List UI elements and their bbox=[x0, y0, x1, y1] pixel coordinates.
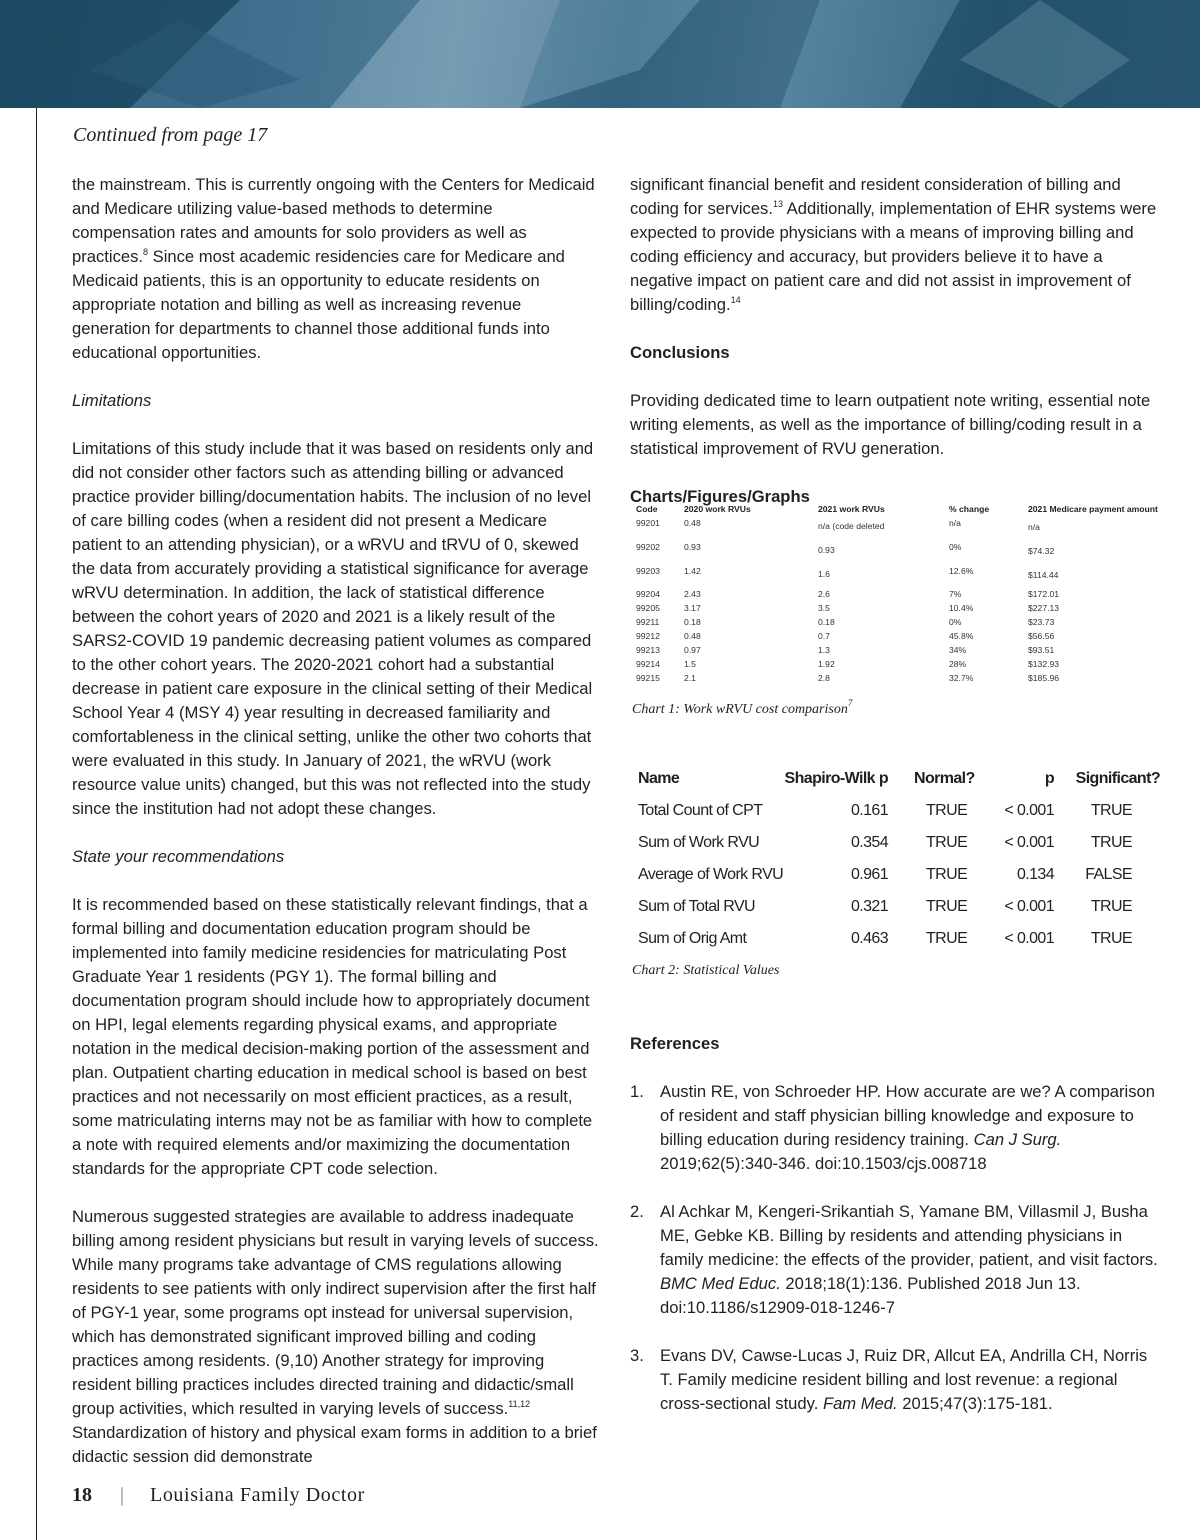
chart2-cell: 0.321 bbox=[850, 898, 888, 915]
chart1-cell: 2.8 bbox=[818, 673, 830, 683]
chart2-col-header: Normal? bbox=[914, 770, 975, 787]
chart1-cell: 1.42 bbox=[684, 566, 701, 576]
chart1-cell: 32.7% bbox=[949, 673, 974, 683]
chart1-cell: 28% bbox=[949, 659, 967, 669]
chart1-row bbox=[636, 673, 1166, 685]
chart1-cell: 2.6 bbox=[818, 589, 830, 599]
chart2-col-header: Shapiro-Wilk p bbox=[784, 770, 888, 787]
reference-item: 1. Austin RE, von Schroeder HP. How accurate are we? A comparison of resident and staff physician billing knowledge and exposure to billing education during residency training. Can J Surg. 2019;62(5):340-346. doi:10.1503/cjs.008718 bbox=[630, 1082, 1155, 1173]
chart1-cell: 0.48 bbox=[684, 631, 701, 641]
limitations-paragraph: Limitations of this study include that it was based on residents only and did not consider other factors such as attending billing or advanced practice provider billing/documentation habits. The inclusion of no level of care billing codes (when a resident did not present a Medicare patient to an attending physician), or a wRVU and tRVU of 0, skewed the data from accurately providing a statistical significance for average wRVU determination. In addition, the lack of statistical difference between the cohort years of 2020 and 2021 is a likely result of the SARS2-COVID 19 pandemic decreasing patient volumes as compared to the other cohort years. The 2020-2021 cohort had a substantial decrease in patient care exposure in the clinical setting of their Medical School Year 4 (MSY 4) year resulting in decreased familiarity and comfortableness in the clinical setting, unlike the other two cohorts that were evaluated in this study. In January of 2021, the wRVU (work resource value units) changed, but this was not reflected into the study since the institution had not adopt these changes. bbox=[72, 439, 594, 818]
reference-item: 2. Al Achkar M, Kengeri-Srikantiah S, Yamane BM, Villasmil J, Busha ME, Gebke KB. Billing by residents and attending physicians in family medicine: the effects of the provider, patient, and visit factors. BMC Med Educ. 2018;18(1):136. Published 2018 Jun 13. doi:10.1186/s12909-018-1246-7 bbox=[630, 1202, 1158, 1317]
chart1-cell: $132.93 bbox=[1028, 659, 1060, 669]
chart2-row bbox=[632, 930, 1166, 954]
chart1-cell: 99214 bbox=[636, 659, 660, 669]
left-column bbox=[72, 173, 600, 1469]
margin-rule bbox=[36, 108, 37, 1540]
chart1-cell: $93.51 bbox=[1028, 645, 1055, 655]
chart2-row bbox=[632, 898, 1166, 922]
chart1-cell: 0% bbox=[949, 542, 962, 552]
page-number: 18 bbox=[72, 1484, 92, 1506]
chart1-row bbox=[636, 645, 1166, 657]
chart1-cell: 99212 bbox=[636, 631, 660, 641]
chart1-row bbox=[636, 631, 1166, 643]
chart1-row bbox=[636, 589, 1166, 601]
strategies-paragraph: Numerous suggested strategies are available to address inadequate billing among resident physicians but result in varying levels of success. While many programs take advantage of CMS regulations allowing residents to see patients with only indirect supervision after the first half of PGY-1 year, some programs opt instead for universal supervision, which has demonstrated significant improved billing and coding practices among residents. (9,10) Another strategy for improving resident billing practices includes directed training and didactic/small group activities, which resulted in varying levels of success.$^{11,12}$ Standardization of history and physical exam forms in addition to a brief didactic session did demonstrate bbox=[72, 1207, 599, 1466]
chart1-row bbox=[636, 518, 1166, 530]
chart2-cell: Sum of Work RVU bbox=[638, 834, 760, 851]
chart2-cell: < 0.001 bbox=[1004, 898, 1054, 915]
right-column bbox=[630, 173, 1164, 509]
chart1-cell: 0.18 bbox=[818, 617, 835, 627]
chart1-cell: 99213 bbox=[636, 645, 660, 655]
chart2-cell: TRUE bbox=[926, 802, 968, 819]
chart1-cell: 99205 bbox=[636, 603, 660, 613]
chart1-row bbox=[636, 603, 1166, 615]
chart1-cell: 2.43 bbox=[684, 589, 701, 599]
chart1-cell: $74.32 bbox=[1028, 546, 1055, 556]
chart1-caption: Chart 1: Work wRVU cost comparison$^7$ bbox=[632, 698, 853, 717]
chart1-cell: 0.93 bbox=[818, 545, 835, 555]
continued-paragraph: significant financial benefit and resident consideration of billing and coding for services.$^{13}$ Additionally, implementation of EHR systems were expected to provide physicians with a means of improving billing and coding efficiency and accuracy, but providers believe it to have a negative impact on patient care and did not assist in improvement of billing/coding.$^{14}$ bbox=[630, 175, 1157, 314]
conclusions-paragraph: Providing dedicated time to learn outpatient note writing, essential note writing elements, as well as the importance of billing/coding result in a statistical improvement of RVU generation. bbox=[630, 391, 1151, 458]
chart2-cell: Average of Work RVU bbox=[638, 866, 784, 883]
chart2-cell: TRUE bbox=[1090, 802, 1132, 819]
chart1-cell: $56.56 bbox=[1028, 631, 1055, 641]
footer-separator: | bbox=[120, 1484, 125, 1506]
chart1-cell: 34% bbox=[949, 645, 967, 655]
chart1-cell: 99215 bbox=[636, 673, 660, 683]
chart2-cell: < 0.001 bbox=[1004, 930, 1054, 947]
chart1-cell: 45.8% bbox=[949, 631, 974, 641]
limitations-heading: Limitations bbox=[72, 391, 152, 410]
chart2-col-header: p bbox=[1044, 770, 1054, 787]
chart2-cell: 0.134 bbox=[1016, 866, 1054, 883]
chart2-cell: Sum of Total RVU bbox=[638, 898, 755, 915]
chart2-cell: TRUE bbox=[926, 898, 968, 915]
chart1-cell: n/a (code deleted bbox=[818, 521, 885, 531]
chart2-cell: Sum of Orig Amt bbox=[638, 930, 747, 947]
page-footer bbox=[72, 1484, 365, 1507]
chart2-cell: < 0.001 bbox=[1004, 802, 1054, 819]
chart2-cell: 0.354 bbox=[850, 834, 888, 851]
chart1-col-header: Code bbox=[636, 504, 658, 514]
chart2-row bbox=[632, 866, 1166, 890]
continued-label: Continued from page 17 bbox=[73, 124, 268, 146]
references-section bbox=[630, 1032, 1164, 1416]
chart1-cell: 0.97 bbox=[684, 645, 701, 655]
chart1-cell: 1.3 bbox=[818, 645, 830, 655]
conclusions-heading: Conclusions bbox=[630, 343, 730, 362]
chart2-cell: TRUE bbox=[926, 834, 968, 851]
chart1-cell: 1.6 bbox=[818, 569, 830, 579]
header-banner bbox=[0, 0, 1200, 108]
chart2-row bbox=[632, 802, 1166, 826]
chart1-cell: 0.18 bbox=[684, 617, 701, 627]
chart1-cell: 12.6% bbox=[949, 566, 974, 576]
chart2-cell: FALSE bbox=[1085, 866, 1132, 883]
chart1-col-header: 2020 work RVUs bbox=[684, 504, 751, 514]
chart1-cell: $185.96 bbox=[1028, 673, 1060, 683]
chart1-cell: 99202 bbox=[636, 542, 660, 552]
chart1-cell: n/a bbox=[1028, 522, 1040, 532]
intro-paragraph: the mainstream. This is currently ongoing with the Centers for Medicaid and Medicare utilizing value-based methods to determine compensation rates and amounts for solo providers as well as practices.$^8$ Since most academic residencies care for Medicare and Medicaid patients, this is an opportunity to educate residents on appropriate notation and billing as well as increasing revenue generation for departments to channel those additional funds into educational opportunities. bbox=[72, 175, 595, 362]
chart1-cell: 0.48 bbox=[684, 518, 701, 528]
chart1-cell: 1.5 bbox=[684, 659, 696, 669]
chart1-cell: 99204 bbox=[636, 589, 660, 599]
chart1-row bbox=[636, 659, 1166, 671]
chart1-cell: 0% bbox=[949, 617, 962, 627]
chart1-col-header: 2021 work RVUs bbox=[818, 504, 885, 514]
chart2-col-header: Name bbox=[638, 770, 680, 787]
chart1-header-row bbox=[636, 504, 1166, 516]
magazine-title: Louisiana Family Doctor bbox=[150, 1484, 365, 1506]
references-heading: References bbox=[630, 1034, 720, 1053]
chart1-cell: 3.17 bbox=[684, 603, 701, 613]
chart1-cell: 99201 bbox=[636, 518, 660, 528]
chart1-cell: 99203 bbox=[636, 566, 660, 576]
charts-heading: Charts/Figures/Graphs bbox=[630, 487, 810, 506]
chart2-cell: < 0.001 bbox=[1004, 834, 1054, 851]
chart1-cell: n/a bbox=[949, 518, 961, 528]
chart1-cell: 3.5 bbox=[818, 603, 830, 613]
chart1-cell: 0.7 bbox=[818, 631, 830, 641]
chart2-cell: Total Count of CPT bbox=[638, 802, 763, 819]
recommendations-paragraph: It is recommended based on these statistically relevant findings, that a formal billing and documentation education program should be implemented into family medicine residencies for matriculating Post Graduate Year 1 residents (PGY 1). The formal billing and documentation program should include how to appropriately document on HPI, legal elements regarding physical exams, and appropriate notation in the medical decision-making portion of the assessment and plan. Outpatient charting education in medical school is based on best practices and not necessarily on most efficient practices, as a result, some matriculating interns may not be as familiar with how to complete a note with required elements and/or maximizing the documentation standards for the appropriate CPT code selection. bbox=[72, 895, 593, 1178]
chart2-cell: 0.463 bbox=[850, 930, 888, 947]
banner-graphic bbox=[0, 0, 1200, 108]
chart1-cell: 1.92 bbox=[818, 659, 835, 669]
chart1-cell: $227.13 bbox=[1028, 603, 1060, 613]
chart1-row bbox=[636, 566, 1166, 578]
chart1-cell: $23.73 bbox=[1028, 617, 1055, 627]
chart1-cell: 10.4% bbox=[949, 603, 974, 613]
chart1-row bbox=[636, 542, 1166, 554]
recommendations-heading: State your recommendations bbox=[72, 847, 285, 866]
chart1-cell: 7% bbox=[949, 589, 962, 599]
chart1-cell: 2.1 bbox=[684, 673, 696, 683]
chart2-cell: TRUE bbox=[1090, 898, 1132, 915]
chart2-cell: TRUE bbox=[1090, 834, 1132, 851]
chart1-cell: 99211 bbox=[636, 617, 660, 627]
reference-item: 3. Evans DV, Cawse-Lucas J, Ruiz DR, Allcut EA, Andrilla CH, Norris T. Family medicine resident billing and lost revenue: a regional cross-sectional study. Fam Med. 2015;47(3):175-181. bbox=[630, 1346, 1148, 1413]
chart2-cell: 0.161 bbox=[850, 802, 888, 819]
chart2-header-row bbox=[632, 770, 1166, 794]
chart2-caption: Chart 2: Statistical Values bbox=[632, 963, 780, 978]
chart2-cell: 0.961 bbox=[850, 866, 888, 883]
chart1-cell: $172.01 bbox=[1028, 589, 1060, 599]
chart1-cell: 0.93 bbox=[684, 542, 701, 552]
chart1-col-header: 2021 Medicare payment amount bbox=[1028, 504, 1158, 514]
chart2-row bbox=[632, 834, 1166, 858]
chart2-cell: TRUE bbox=[926, 866, 968, 883]
chart2-cell: TRUE bbox=[926, 930, 968, 947]
chart2-cell: TRUE bbox=[1090, 930, 1132, 947]
chart1-row bbox=[636, 617, 1166, 629]
chart1-col-header: % change bbox=[949, 504, 990, 514]
chart2-col-header: Significant? bbox=[1075, 770, 1160, 787]
chart1-cell: $114.44 bbox=[1028, 570, 1059, 580]
